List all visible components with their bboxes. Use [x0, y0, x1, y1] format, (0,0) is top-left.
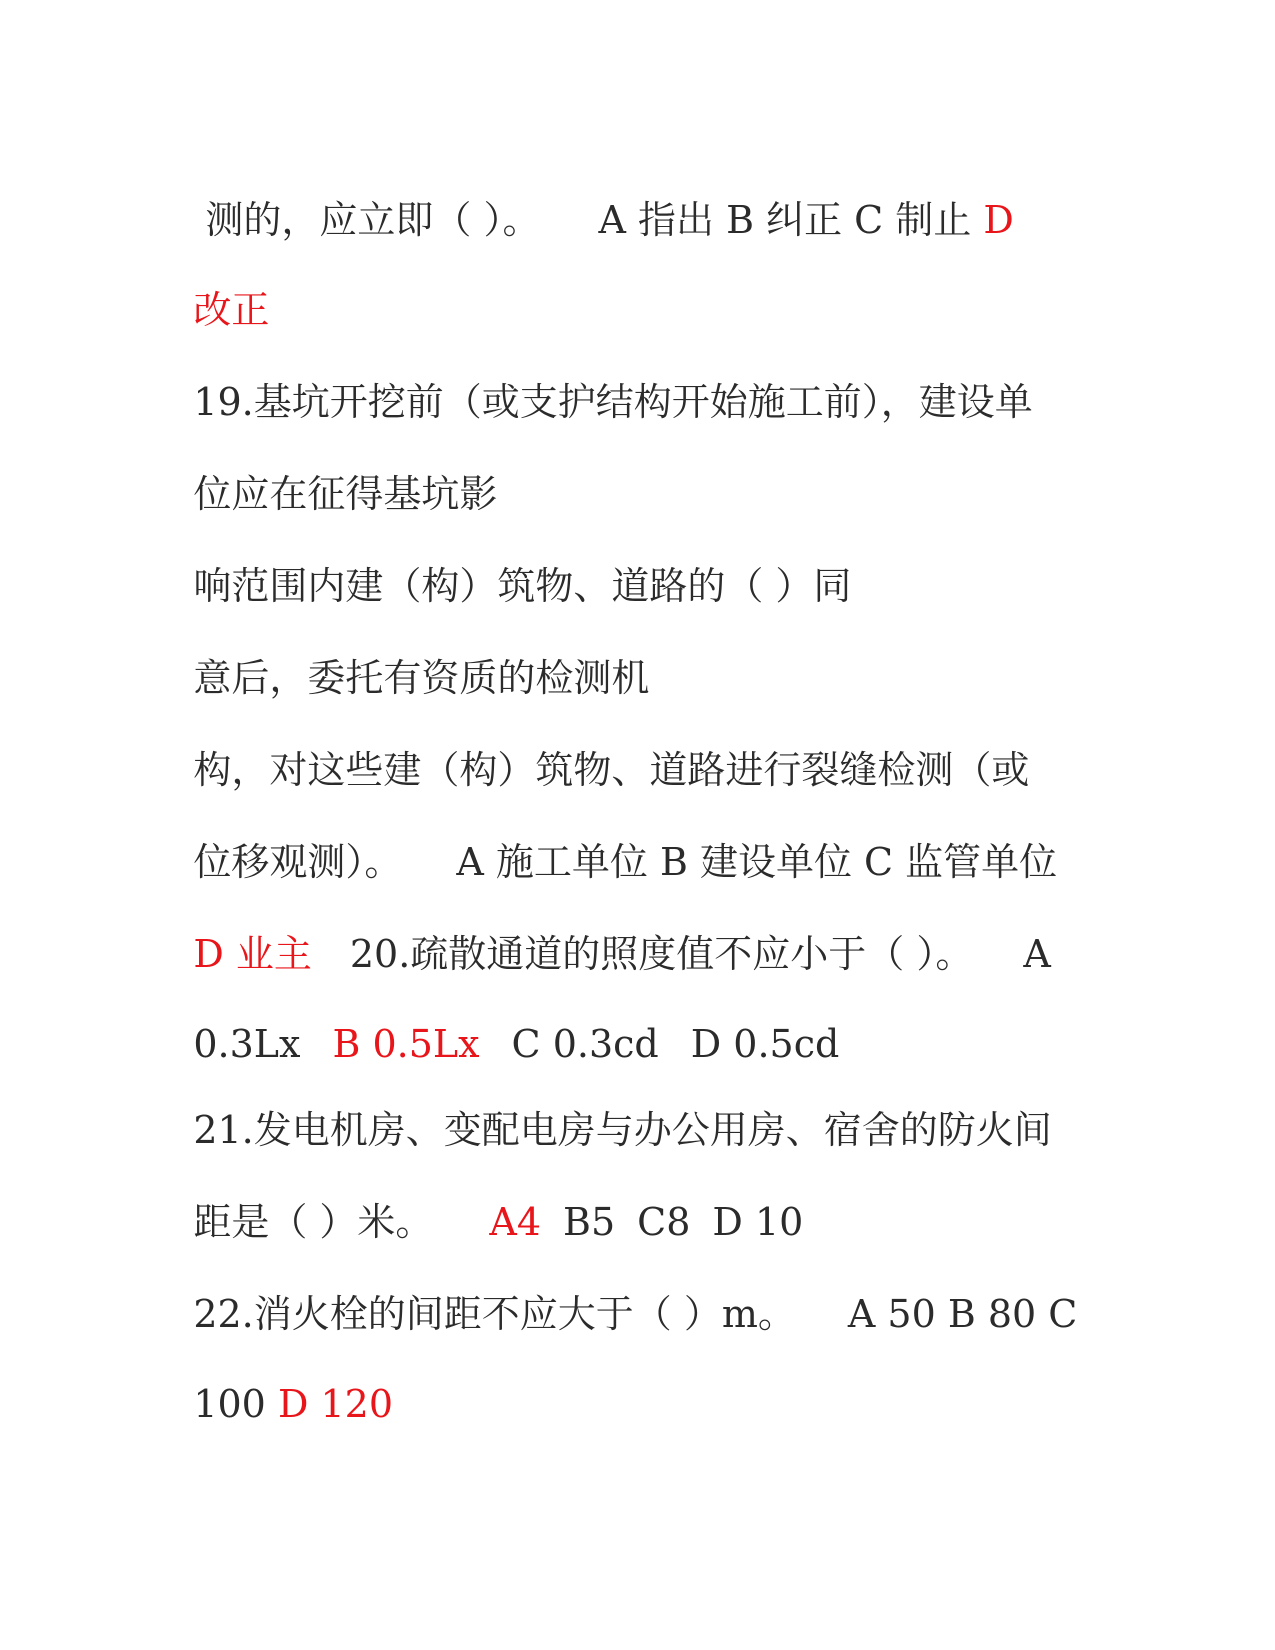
question-19-stem: 构，对这些建（构）筑物、道路进行裂缝检测（或: [193, 748, 1030, 792]
question-19-stem: 19.基坑开挖前（或支护结构开始施工前），建设单: [193, 380, 1033, 424]
answer-highlight: D 业主: [193, 932, 312, 976]
question-20-option-d: D 0.5cd: [690, 1022, 840, 1066]
answer-highlight: B 0.5Lx: [332, 1022, 480, 1066]
question-21-option-d: D 10: [712, 1200, 804, 1244]
answer-highlight: A4: [489, 1200, 542, 1244]
question-18-options: A 指出 B 纠正 C 制止: [598, 198, 984, 242]
question-21-stem-end: 距是（ ）米。: [193, 1200, 434, 1244]
question-19-stem: 位应在征得基坑影: [193, 472, 498, 516]
question-20-option-c: C 0.3cd: [511, 1022, 659, 1066]
question-19-options: A 施工单位 B 建设单位 C 监管单位: [456, 840, 1058, 884]
question-22-option-c-value: 100: [193, 1382, 278, 1426]
question-20-option-a-value: 0.3Lx: [193, 1022, 301, 1066]
answer-highlight: D 120: [277, 1382, 394, 1426]
question-21-option-c: C8: [637, 1200, 691, 1244]
question-18-stem-end: 测的，应立即（ ）。: [193, 198, 541, 242]
question-21-option-b: B5: [563, 1200, 616, 1244]
text-line: [145, 148, 1014, 292]
question-19-stem: 响范围内建（构）筑物、道路的（ ）同: [193, 564, 852, 608]
answer-highlight: D: [983, 198, 1014, 242]
question-21-stem: 21.发电机房、变配电房与办公用房、宿舍的防火间: [193, 1108, 1052, 1152]
text-line: [145, 1332, 393, 1476]
question-19-stem: 意后，委托有资质的检测机: [193, 656, 650, 700]
question-22-options: A 50 B 80 C: [847, 1292, 1078, 1336]
answer-highlight: 改正: [193, 288, 270, 332]
question-19-stem-end: 位移观测）。: [193, 840, 403, 884]
question-22-stem: 22.消火栓的间距不应大于（ ）m。: [193, 1292, 796, 1336]
question-20-option-a-label: A: [1023, 932, 1051, 976]
question-20-stem: 20.疏散通道的照度值不应小于（ ）。: [349, 932, 974, 976]
